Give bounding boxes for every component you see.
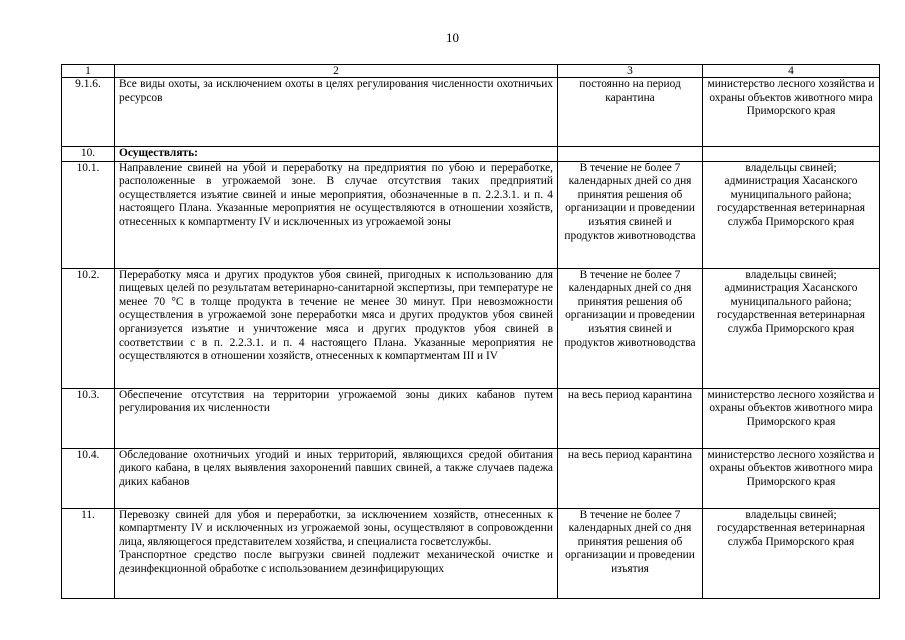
table-row: [62, 268, 880, 388]
row-measure: Направление свиней на убой и переработку на предприятия по убою и переработке, расположенные в угрожаемой зоне. В случае отсутствия таких предприятий осуществляется изъятие свиней и иные мероприятия, обозначенные в п. 2.2.3.1. и п. 4 настоящего Плана. Указанные мероприятия не осуществляются в отношении хозяйств, отнесенных к компартменту IV и исключенных из угрожаемой зоны: [115, 161, 558, 268]
row-responsible: владельцы свиней; администрация Хасанского муниципального района; государственная ветеринарная служба Приморского края: [703, 161, 880, 268]
row-term: на весь период карантина: [558, 448, 703, 508]
row-responsible: министерство лесного хозяйства и охраны объектов животного мира Приморского края: [703, 388, 880, 448]
row-number: 10.: [62, 147, 115, 162]
row-term: постоянно на период карантина: [558, 78, 703, 147]
row-responsible: владельцы свиней; администрация Хасанского муниципального района; государственная ветеринарная служба Приморского края: [703, 268, 880, 388]
row-responsible: министерство лесного хозяйства и охраны объектов животного мира Приморского края: [703, 78, 880, 147]
table-row: [62, 508, 880, 598]
table-row: [62, 161, 880, 268]
row-measure: Обеспечение отсутствия на территории угрожаемой зоны диких кабанов путем регулирования их численности: [115, 388, 558, 448]
row-term: В течение не более 7 календарных дней со дня принятия решения об организации и проведении изъятия свиней и продуктов животноводства: [558, 268, 703, 388]
row-responsible: [703, 147, 880, 162]
row-number: 10.4.: [62, 448, 115, 508]
row-number: 10.3.: [62, 388, 115, 448]
row-measure: [115, 508, 558, 598]
page-number: 10: [446, 30, 459, 45]
row-measure-paragraph: Перевозку свиней для убоя и переработки, за исключением хозяйств, отнесенных к компартменту IV и исключенных из угрожаемой зоны, осуществляют в сопровожденни лица, являющегося представителем хозяйства, и специалиста госветслужбы.: [119, 508, 553, 548]
header-cell-4: 4: [703, 65, 880, 78]
table-row: [62, 448, 880, 508]
row-number: 10.1.: [62, 161, 115, 268]
row-term: [558, 147, 703, 162]
header-cell-2: 2: [115, 65, 558, 78]
row-measure-paragraph: Транспортное средство после выгрузки свиней подлежит механической очистке и дезинфекционной обработке с использованием дезинфицирующих: [119, 549, 553, 575]
table-header-row: [62, 65, 880, 78]
row-measure: Осуществлять:: [115, 147, 558, 162]
row-number: 9.1.6.: [62, 78, 115, 147]
row-responsible: министерство лесного хозяйства и охраны объектов животного мира Приморского края: [703, 448, 880, 508]
table-row: [62, 78, 880, 147]
row-measure: Все виды охоты, за исключением охоты в целях регулирования численности охотничьих ресурсов: [115, 78, 558, 147]
header-cell-1: 1: [62, 65, 115, 78]
table-row: [62, 147, 880, 162]
row-term: на весь период карантина: [558, 388, 703, 448]
row-measure: Переработку мяса и других продуктов убоя свиней, пригодных к использованию для пищевых целей по результатам ветеринарно-санитарной экспертизы, при температуре не менее 70 °С в толще продукта в течение не менее 30 минут. При невозможности осуществления в угрожаемой зоне переработки мяса и других продуктов убоя свиней организуется изъятие и уничтожение мяса и других продуктов убоя свиней в соответствии с в п. 2.2.3.1. и п. 4 настоящего Плана. Указанные мероприятия не осуществляются в отношении хозяйств, отнесенных к компартментам III и IV: [115, 268, 558, 388]
measures-table: [61, 64, 880, 599]
header-cell-3: 3: [558, 65, 703, 78]
row-term: В течение не более 7 календарных дней со дня принятия решения об организации и проведении изъятия свиней и продуктов животноводства: [558, 161, 703, 268]
row-measure: Обследование охотничьих угодий и иных территорий, являющихся средой обитания дикого кабана, в целях выявления захоронений павших свиней, а также случаев падежа диких кабанов: [115, 448, 558, 508]
table-row: [62, 388, 880, 448]
row-responsible: владельцы свиней; государственная ветеринарная служба Приморского края: [703, 508, 880, 598]
row-number: 11.: [62, 508, 115, 598]
row-term: В течение не более 7 календарных дней со дня принятия решения об организации и проведении изъятия: [558, 508, 703, 598]
row-number: 10.2.: [62, 268, 115, 388]
